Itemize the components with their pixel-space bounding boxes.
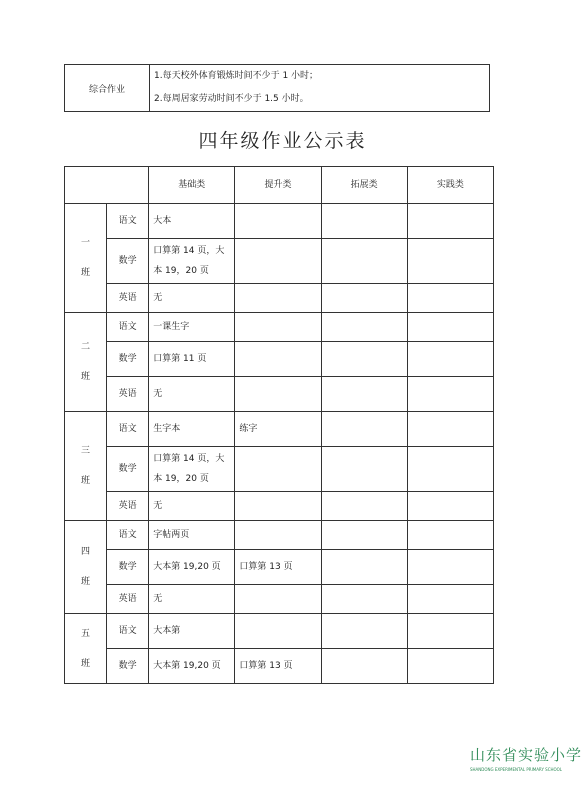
- header-expand: 拓展类: [321, 167, 407, 204]
- header-practice: 实践类: [407, 167, 493, 204]
- table-row: [65, 284, 494, 313]
- table-row: [65, 342, 494, 377]
- subject-cell: 数学: [107, 550, 149, 585]
- comprehensive-line-2: 2.每周居家劳动时间不少于 1.5 小时。: [154, 94, 309, 104]
- improve-cell: [235, 492, 321, 521]
- table-row: [65, 313, 494, 342]
- comprehensive-homework-table: [64, 64, 490, 112]
- table-row: [65, 377, 494, 412]
- improve-cell: [235, 204, 321, 239]
- table-row: [65, 239, 494, 284]
- practice-cell: [407, 585, 493, 614]
- improve-cell: [235, 447, 321, 492]
- comprehensive-line-1: 1.每天校外体育锻炼时间不少于 1 小时；: [154, 71, 319, 81]
- basic-cell: 口算第 11 页: [149, 342, 235, 377]
- comprehensive-homework-content: [150, 65, 490, 112]
- practice-cell: [407, 649, 493, 684]
- improve-cell: [235, 313, 321, 342]
- expand-cell: [321, 550, 407, 585]
- basic-cell: 一课生字: [149, 313, 235, 342]
- table-row: [65, 447, 494, 492]
- basic-cell: 无: [149, 585, 235, 614]
- improve-cell: [235, 614, 321, 649]
- expand-cell: [321, 521, 407, 550]
- table-row: [65, 521, 494, 550]
- practice-cell: [407, 492, 493, 521]
- subject-cell: 数学: [107, 239, 149, 284]
- basic-cell: 口算第 14 页，大本 19，20 页: [149, 239, 235, 284]
- logo-chinese-name: 山东省实验小学: [470, 746, 582, 764]
- class-name-cell: 一 班: [65, 204, 107, 313]
- table-row: [65, 585, 494, 614]
- practice-cell: [407, 614, 493, 649]
- practice-cell: [407, 284, 493, 313]
- basic-cell: 无: [149, 492, 235, 521]
- basic-cell: 生字本: [149, 412, 235, 447]
- subject-cell: 数学: [107, 447, 149, 492]
- basic-cell: 大本第 19,20 页: [149, 550, 235, 585]
- table-row: [65, 550, 494, 585]
- expand-cell: [321, 284, 407, 313]
- class-name-cell: 二 班: [65, 313, 107, 412]
- practice-cell: [407, 342, 493, 377]
- practice-cell: [407, 239, 493, 284]
- practice-cell: [407, 313, 493, 342]
- table-header-row: [65, 167, 494, 204]
- basic-cell: 无: [149, 284, 235, 313]
- subject-cell: 语文: [107, 313, 149, 342]
- subject-cell: 英语: [107, 492, 149, 521]
- expand-cell: [321, 492, 407, 521]
- practice-cell: [407, 521, 493, 550]
- improve-cell: [235, 239, 321, 284]
- expand-cell: [321, 585, 407, 614]
- comprehensive-homework-label: 综合作业: [65, 65, 150, 112]
- subject-cell: 语文: [107, 412, 149, 447]
- subject-cell: 语文: [107, 521, 149, 550]
- improve-cell: [235, 377, 321, 412]
- subject-cell: 数学: [107, 342, 149, 377]
- header-empty-cell: [65, 167, 149, 204]
- table-row: [65, 204, 494, 239]
- improve-cell: 练字: [235, 412, 321, 447]
- logo-english-name: SHANDONG EXPERIMENTAL PRIMARY SCHOOL: [470, 767, 563, 772]
- basic-cell: 大本第 19,20 页: [149, 649, 235, 684]
- page-title: 四年级作业公示表: [198, 130, 367, 152]
- subject-cell: 英语: [107, 377, 149, 412]
- improve-cell: [235, 521, 321, 550]
- subject-cell: 语文: [107, 614, 149, 649]
- subject-cell: 英语: [107, 585, 149, 614]
- basic-cell: 无: [149, 377, 235, 412]
- expand-cell: [321, 239, 407, 284]
- subject-cell: 语文: [107, 204, 149, 239]
- school-logo: [470, 744, 582, 784]
- improve-cell: [235, 284, 321, 313]
- practice-cell: [407, 550, 493, 585]
- improve-cell: 口算第 13 页: [235, 550, 321, 585]
- homework-schedule-table: [64, 166, 494, 684]
- header-basic: 基础类: [149, 167, 235, 204]
- improve-cell: 口算第 13 页: [235, 649, 321, 684]
- expand-cell: [321, 377, 407, 412]
- table-row: [65, 412, 494, 447]
- expand-cell: [321, 649, 407, 684]
- expand-cell: [321, 614, 407, 649]
- practice-cell: [407, 412, 493, 447]
- expand-cell: [321, 447, 407, 492]
- practice-cell: [407, 447, 493, 492]
- basic-cell: 大本第: [149, 614, 235, 649]
- expand-cell: [321, 412, 407, 447]
- subject-cell: 数学: [107, 649, 149, 684]
- improve-cell: [235, 342, 321, 377]
- practice-cell: [407, 204, 493, 239]
- class-name-cell: 四 班: [65, 521, 107, 614]
- header-improve: 提升类: [235, 167, 321, 204]
- table-row: [65, 649, 494, 684]
- table-row: [65, 614, 494, 649]
- subject-cell: 英语: [107, 284, 149, 313]
- basic-cell: 大本: [149, 204, 235, 239]
- basic-cell: 口算第 14 页，大本 19，20 页: [149, 447, 235, 492]
- basic-cell: 字帖两页: [149, 521, 235, 550]
- practice-cell: [407, 377, 493, 412]
- table-row: [65, 492, 494, 521]
- expand-cell: [321, 342, 407, 377]
- class-name-cell: 三 班: [65, 412, 107, 521]
- class-name-cell: 五 班: [65, 614, 107, 684]
- improve-cell: [235, 585, 321, 614]
- expand-cell: [321, 313, 407, 342]
- expand-cell: [321, 204, 407, 239]
